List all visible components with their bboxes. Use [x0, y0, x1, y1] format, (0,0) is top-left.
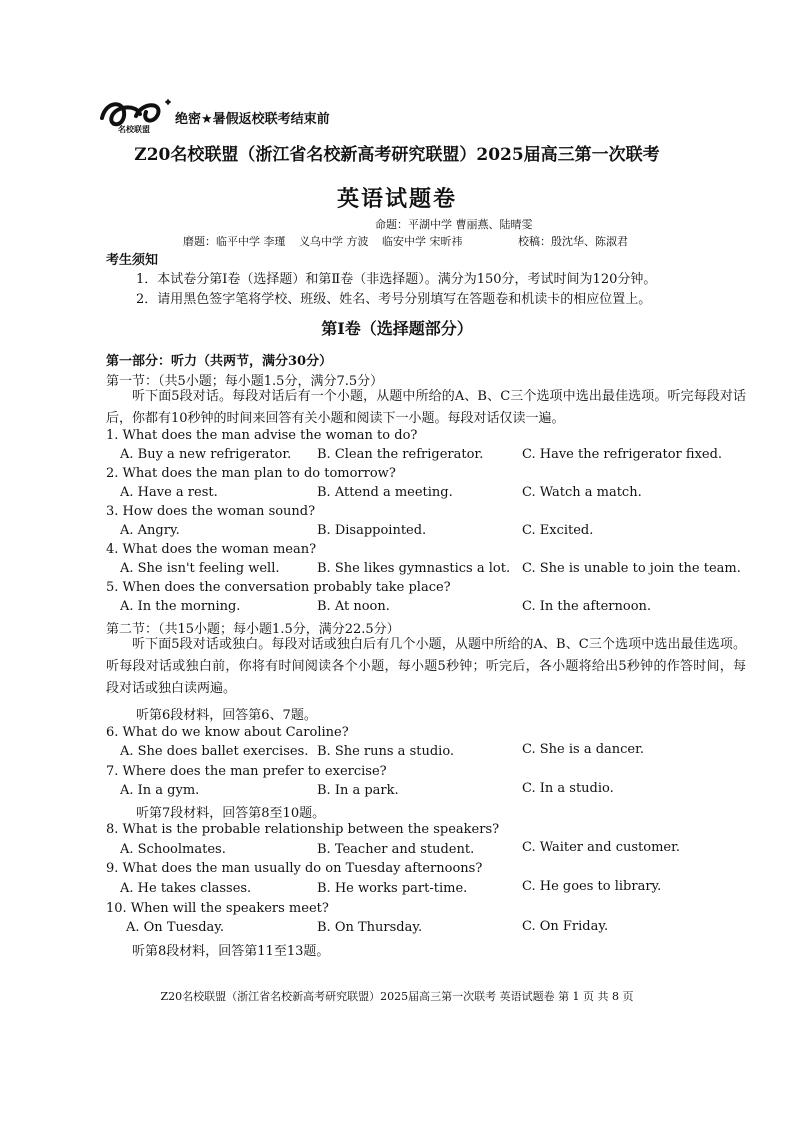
- option-a: A. She does ballet exercises.: [120, 744, 309, 759]
- logo-text: 名校联盟: [118, 125, 150, 134]
- secret-line: 绝密★暑假返校联考结束前: [175, 112, 330, 127]
- paper-title: 英语试题卷: [336, 187, 457, 212]
- notice-heading: 考生须知: [106, 253, 159, 268]
- option-c: C. In a studio.: [522, 781, 614, 796]
- option-a: A. In a gym.: [120, 783, 200, 798]
- option-a: A. She isn't feeling well.: [120, 561, 280, 576]
- instructions-text: 听下面5段对话。每段对话后有一个小题，从题中所给的A、B、C三个选项中选出最佳选项。听完每段对话后，你都有10秒钟的时间来回答有关小题和阅读下一小题。每段对话仅读一遍。: [106, 389, 746, 426]
- option-a: A. In the morning.: [120, 599, 241, 614]
- credits-proofreaders: 校稿：殷沈华、陈淑君: [518, 235, 628, 248]
- question-stem: 7. Where does the man prefer to exercise?: [106, 764, 387, 779]
- option-b: B. She likes gymnastics a lot.: [317, 561, 511, 576]
- material-note: 听第7段材料，回答第8至10题。: [136, 806, 326, 821]
- question-stem: 3. How does the woman sound?: [106, 504, 316, 519]
- exam-title: Z20名校联盟（浙江省名校新高考研究联盟）2025届高三第一次联考: [134, 145, 660, 165]
- page-footer: Z20名校联盟（浙江省名校新高考研究联盟）2025届高三第一次联考 英语试题卷 第 1 页 共 8 页: [160, 990, 634, 1003]
- question-stem: 4. What does the woman mean?: [106, 542, 317, 557]
- option-c: C. Waiter and customer.: [522, 840, 681, 855]
- option-b: B. Disappointed.: [317, 523, 427, 538]
- material-note: 听第8段材料，回答第11至13题。: [132, 944, 330, 959]
- option-c: C. Watch a match.: [522, 485, 642, 500]
- credits-reviewer: 临安中学 宋昕祎: [382, 235, 463, 248]
- option-c: C. Have the refrigerator fixed.: [522, 447, 723, 462]
- option-b: B. Attend a meeting.: [317, 485, 453, 500]
- option-b: B. He works part-time.: [317, 881, 468, 896]
- section1-heading: 第一节：（共5小题；每小题1.5分，满分7.5分）: [106, 374, 384, 389]
- credits-reviewer: 义乌中学 方波: [299, 235, 369, 248]
- option-a: A. He takes classes.: [120, 881, 252, 896]
- part-title: 第Ⅰ卷（选择题部分）: [321, 319, 473, 338]
- option-a: A. Schoolmates.: [120, 842, 226, 857]
- option-a: A. On Tuesday.: [126, 920, 225, 935]
- option-b: B. In a park.: [317, 783, 399, 798]
- alliance-logo: [96, 96, 176, 138]
- instructions-text: 听下面5段对话或独白。每段对话或独白后有几个小题，从题中所给的A、B、C三个选项中选出最佳选项。听每段对话或独白前，你将有时间阅读各个小题，每小题5秒钟；听完后，各小题将给出5秒钟的作答时间，每段对话或独白读两遍。: [106, 637, 746, 696]
- listening-heading: 第一部分：听力（共两节，满分30分）: [106, 354, 333, 369]
- question-stem: 5. When does the conversation probably take place?: [106, 580, 451, 595]
- credits-setters: 命题：平湖中学 曹丽燕、陆晴雯: [375, 218, 533, 231]
- option-a: A. Angry.: [120, 523, 180, 538]
- option-b: B. On Thursday.: [317, 920, 423, 935]
- option-b: B. Clean the refrigerator.: [317, 447, 484, 462]
- option-a: A. Have a rest.: [120, 485, 218, 500]
- section2-heading: 第二节：（共15小题；每小题1.5分，满分22.5分）: [106, 622, 400, 637]
- option-c: C. On Friday.: [522, 919, 609, 934]
- notice-item: 1．本试卷分第Ⅰ卷（选择题）和第Ⅱ卷（非选择题）。满分为150分，考试时间为120分钟。: [136, 272, 657, 287]
- credits-line: [183, 233, 628, 249]
- question-stem: 6. What do we know about Caroline?: [106, 725, 349, 740]
- question-stem: 2. What does the man plan to do tomorrow?: [106, 466, 396, 481]
- question-stem: 10. When will the speakers meet?: [106, 901, 329, 916]
- section1-instructions: [106, 386, 746, 430]
- credits-reviewer: 磨题：临平中学 李瑾: [183, 235, 286, 248]
- option-c: C. In the afternoon.: [522, 599, 652, 614]
- option-a: A. Buy a new refrigerator.: [120, 447, 292, 462]
- option-c: C. Excited.: [522, 523, 594, 538]
- option-c: C. He goes to library.: [522, 879, 662, 894]
- material-note: 听第6段材料，回答第6、7题。: [136, 708, 317, 723]
- option-c: C. She is unable to join the team.: [522, 561, 741, 576]
- notice-item: 2．请用黑色签字笔将学校、班级、姓名、考号分别填写在答题卷和机读卡的相应位置上。: [136, 292, 652, 307]
- option-c: C. She is a dancer.: [522, 742, 645, 757]
- question-stem: 9. What does the man usually do on Tuesday afternoons?: [106, 861, 483, 876]
- question-stem: 1. What does the man advise the woman to do?: [106, 428, 418, 443]
- question-stem: 8. What is the probable relationship between the speakers?: [106, 822, 500, 837]
- option-b: B. At noon.: [317, 599, 390, 614]
- section2-instructions: [106, 634, 746, 700]
- option-b: B. She runs a studio.: [317, 744, 455, 759]
- option-b: B. Teacher and student.: [317, 842, 475, 857]
